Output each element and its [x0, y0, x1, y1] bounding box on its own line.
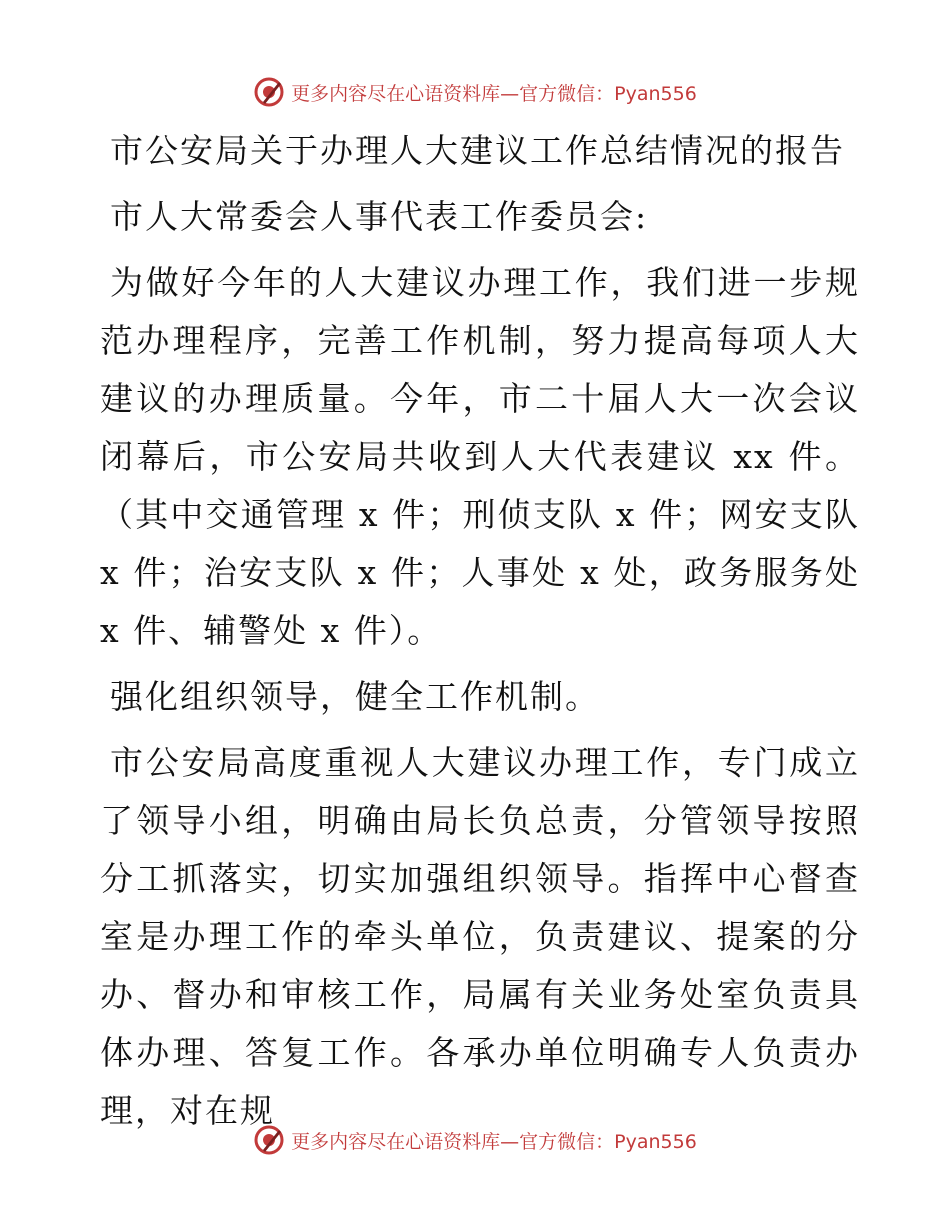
- watermark-footer: [0, 1120, 950, 1160]
- document-body: [100, 122, 860, 1148]
- watermark-header: [0, 72, 950, 112]
- paragraph-intro: 为做好今年的人大建议办理工作，我们进一步规范办理程序，完善工作机制，努力提高每项人大建议的办理质量。今年，市二十届人大一次会议闭幕后，市公安局共收到人大代表建议 xx 件。（其中交通管理 x 件；刑侦支队 x 件；网安支队 x 件；治安支队 x 件；人事处 x 处，政务服务处 x 件、辅警处 x 件）。: [100, 263, 861, 650]
- pen-logo-icon: [253, 76, 285, 108]
- section-heading: 强化组织领导，健全工作机制。: [110, 677, 600, 716]
- watermark-text: 更多内容尽在心语资料库—官方微信：Pyan556: [291, 1130, 697, 1153]
- document-salutation: 市人大常委会人事代表工作委员会:: [110, 197, 649, 236]
- document-title: 市公安局关于办理人大建议工作总结情况的报告: [110, 131, 845, 170]
- watermark-text: 更多内容尽在心语资料库—官方微信：Pyan556: [291, 82, 697, 105]
- paragraph-organization: 市公安局高度重视人大建议办理工作，专门成立了领导小组，明确由局长负总责，分管领导按照分工抓落实，切实加强组织领导。指挥中心督查室是办理工作的牵头单位，负责建议、提案的分办、督办和审核工作，局属有关业务处室负责具体办理、答复工作。各承办单位明确专人负责办理，对在规: [100, 743, 860, 1130]
- pen-logo-icon: [253, 1124, 285, 1156]
